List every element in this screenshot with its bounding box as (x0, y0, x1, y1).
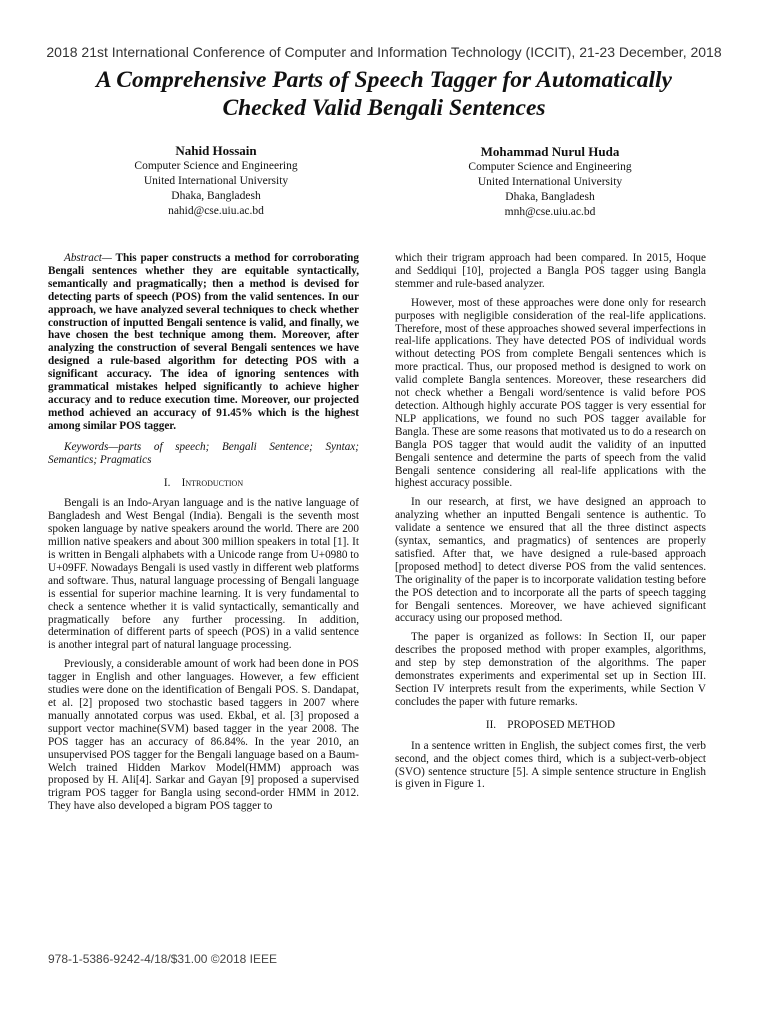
author-email: nahid@cse.uiu.ac.bd (168, 205, 264, 217)
right-paragraph-4: The paper is organized as follows: In Section II, our paper describes the proposed method with proper examples, algorithms, and step by step demonstration of the algorithms. The paper demonstrates experiments and experimental set up in Section III. Section IV interprets result from the experiments, while Section V concludes the paper with future remarks. (395, 631, 706, 708)
author-block-2 (400, 143, 700, 220)
abstract-label: Abstract— (64, 252, 112, 264)
conference-header: 2018 21st International Conference of Computer and Information Technology (ICCIT), 21-23 December, 2018 (46, 44, 722, 60)
left-column (48, 252, 359, 819)
right-paragraph-3: In our research, at first, we have designed an approach to analyzing whether an inputted Bengali sentence is authentic. To validate a sentence we ensured that all the three distinct aspects (syntax, semantics, and pragmatics) of sentences are properly satisfied. After that, we have designed a rule-based approach [proposed method] to detect diverse POS from the valid sentences. The originality of the paper is to incorporate validation testing before the POS detection and to incorporate all the parts of speech tagging for Bengali sentences. Moreover, we have achieved significant accuracy using our proposed method. (395, 496, 706, 625)
section-number: II. (485, 718, 497, 731)
section-heading-introduction (48, 477, 359, 490)
section-heading-proposed-method (395, 719, 706, 732)
abstract (48, 252, 359, 433)
section-number: I. (163, 476, 171, 489)
author-email: mnh@cse.uiu.ac.bd (504, 206, 596, 218)
right-column (395, 252, 706, 797)
author-dept: Computer Science and Engineering (134, 160, 298, 172)
author-dept: Computer Science and Engineering (468, 161, 632, 173)
author-block-1 (66, 142, 366, 219)
author-univ: United International University (477, 176, 623, 188)
author-name: Nahid Hossain (175, 143, 257, 158)
abstract-text: This paper constructs a method for corroborating Bengali sentences whether they are equitable syntactically, semantically and pragmatically; then a method is devised for detecting parts of speech (POS) from the valid sentences. In our approach, we have analyzed several techniques to check whether construction of inputted Bengali sentence is valid, and finally, we have chosen the best technique among them. Moreover, after analyzing the construction of several Bengali sentences we have designed a rule-based algorithm for detecting POS with a significant accuracy. The idea of ignoring sentences with grammatical mistakes helped significantly to achieve higher accuracy and to reduce execution time. Moreover, our projected method achieved an accuracy of 91.45% which is the highest among similar POS tagger. (48, 252, 359, 432)
right-paragraph-2: However, most of these approaches were done only for research purposes with negligible consideration of the real-life applications. Therefore, most of these approaches showed several imperfections in real-life applications. They have detected POS of individual words without detecting POS from complete Bengali sentences which is more practical. Thus, our proposed method is designed to work on valid complete Bangla sentences. Moreover, these researchers did not check whether a Bengali word/sentence is valid before POS detection. Although highly accurate POS tagger is very essential for NLP applications, we found no such POS tagger available for Bangla. These are some reasons that motivated us to do a research on Bangla POS tagger that would audit the validity of an inputted Bengali sentence and determine the parts of speech from the valid Bengali sentence considering all real-life applications with the highest accuracy possible. (395, 296, 706, 490)
title-line-2: Checked Valid Bengali Sentences (222, 95, 546, 121)
paper-title (40, 66, 728, 122)
keywords: Keywords—parts of speech; Bengali Sentence; Syntax; Semantics; Pragmatics (48, 440, 359, 466)
right-paragraph-5: In a sentence written in English, the subject comes first, the verb second, and the object comes third, which is a subject-verb-object (SVO) sentence structure [5]. A simple sentence structure in English is given in Figure 1. (395, 739, 706, 791)
author-univ: United International University (143, 175, 289, 187)
author-city: Dhaka, Bangladesh (505, 191, 595, 203)
title-line-1: A Comprehensive Parts of Speech Tagger for Automatically (96, 67, 672, 93)
section-title: Introduction (181, 476, 244, 489)
copyright-footer: 978-1-5386-9242-4/18/$31.00 ©2018 IEEE (48, 952, 278, 966)
section-title: PROPOSED METHOD (507, 718, 616, 731)
author-city: Dhaka, Bangladesh (171, 190, 261, 202)
intro-paragraph-2: Previously, a considerable amount of work had been done in POS tagger in English and other languages. However, a few efficient studies were done on the identification of Bengali POS. S. Dandapat, et al. [2] proposed two stochastic based taggers in 2007 where manually annotated corpus was used. Ekbal, et al. [3] proposed a support vector machine(SVM) based tagger in the year 2008. The POS tagger has an accuracy of 86.84%. In the year 2010, an unsupervised POS tagger for the Bengali language based on a Baum-Welch trained Hidden Markov Model(HMM) approach was proposed by H. Ali[4]. Sarkar and Gayan [9] proposed a supervised trigram POS tagger for Bangla using second-order HMM in 2012. They have also developed a bigram POS tagger to (48, 658, 359, 813)
intro-paragraph-1: Bengali is an Indo-Aryan language and is the native language of Bangladesh and West Bengal (India). Bengali is the seventh most spoken language by native speakers around the world. There are 200 million native speakers and about 300 million speakers in total [1]. It is written in Bengali alphabets with a Unicode range from U+0980 to U+09FF. Nowadays Bengali is used vastly in different web platforms and software. Thus, natural language processing of Bengali language is essential for superior machine learning. It is very fundamental to check a sentence whether it is valid syntactically, semantically and pragmatically before any further processing. In addition, determination of different parts of speech (POS) in a valid sentence is another integral part of natural language processing. (48, 497, 359, 652)
author-name: Mohammad Nurul Huda (480, 144, 620, 159)
right-paragraph-1: which their trigram approach had been compared. In 2015, Hoque and Seddiqui [10], projected a Bangla POS tagger using Bangla stemmer and rule-based analyzer. (395, 252, 706, 290)
